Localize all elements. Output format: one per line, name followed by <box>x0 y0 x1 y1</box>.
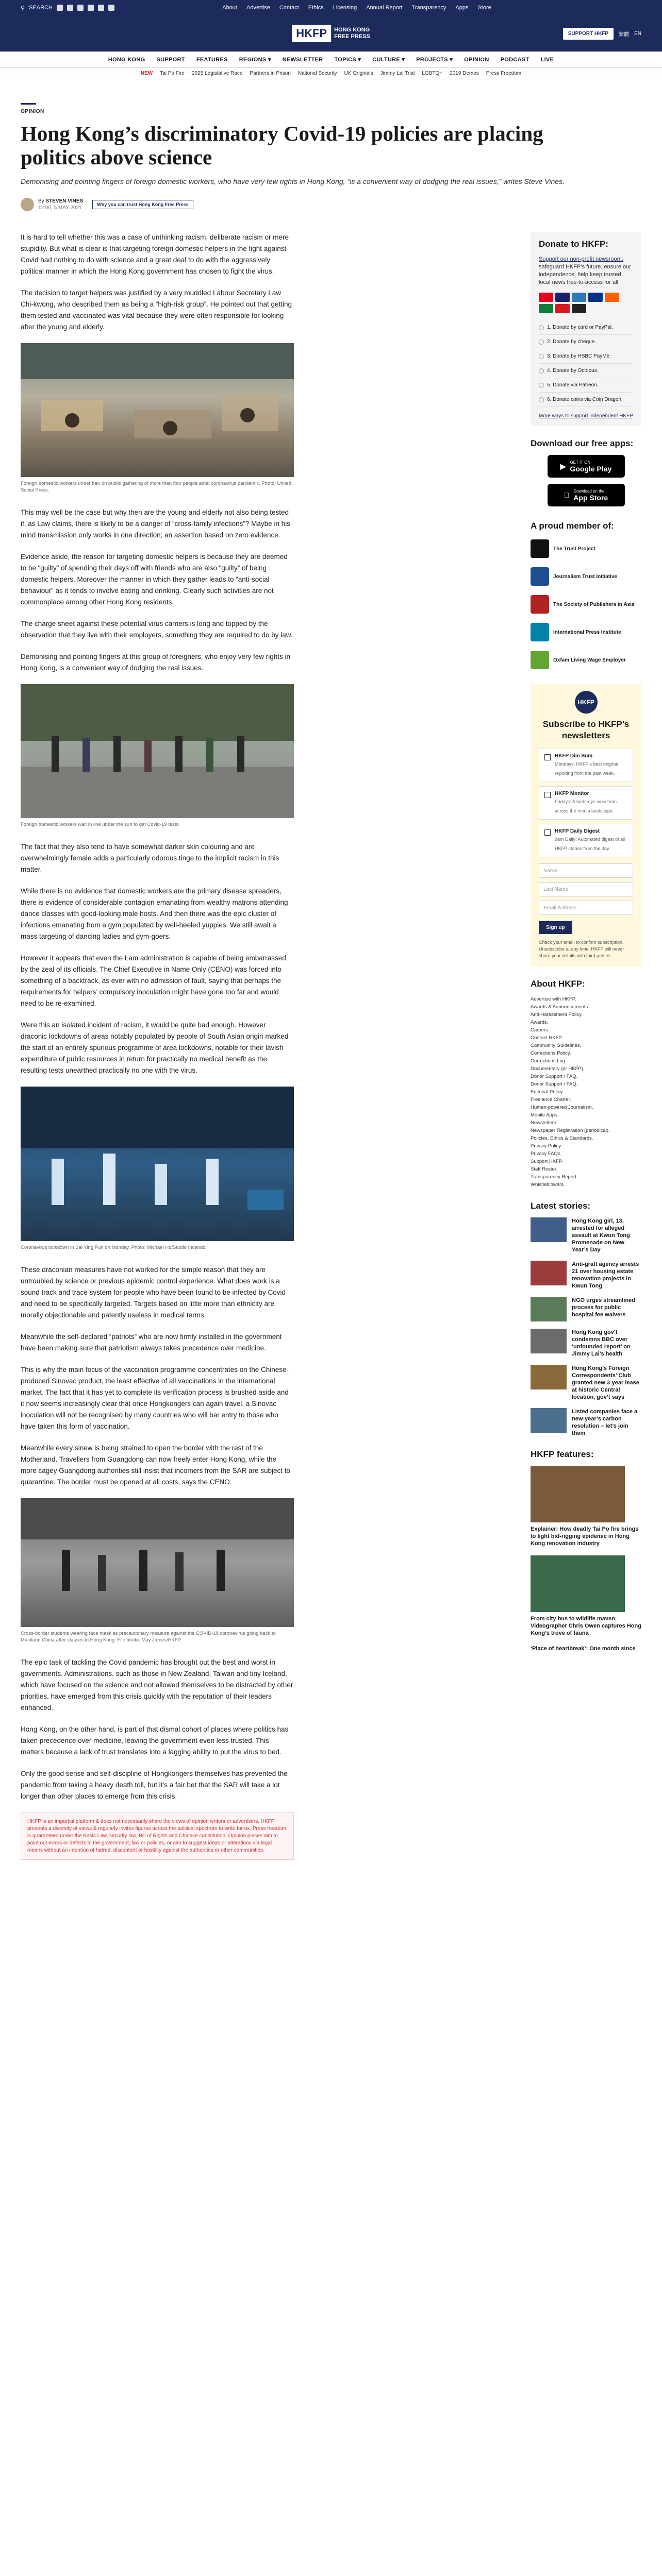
latest-story[interactable] <box>531 1329 641 1358</box>
newsletter-box <box>531 684 641 967</box>
trending-link[interactable]: UK Originals <box>344 71 373 76</box>
photo-helpers-gathering <box>21 343 294 477</box>
photo-figure <box>62 1550 70 1591</box>
play-icon: ▶ <box>560 462 566 470</box>
donate-option-label: 2. Donate by cheque. <box>547 339 597 345</box>
photo-workers-queue <box>21 684 294 818</box>
radio-icon <box>539 368 544 374</box>
nav-item[interactable]: PROJECTS ▾ <box>416 57 453 63</box>
about-link[interactable]: Corrections Policy. <box>531 1050 571 1056</box>
trust-project-icon <box>531 539 549 558</box>
topbar-link[interactable]: Contact <box>279 5 299 11</box>
about-link[interactable]: Staff Roster. <box>531 1166 558 1172</box>
member-logo[interactable] <box>531 650 641 670</box>
newsletter-desc: Fridays: A birds-eye view from across the media landscape. <box>555 799 617 814</box>
photo-caption: Coronavirus lockdown in Sai Ying Pun on Monday. Photo: Michael Ho/Studio Incendo. <box>21 1245 207 1250</box>
logo-wordmark <box>334 27 370 40</box>
article-paragraph: Meanwhile the self-declared “patriots” who are now firmly installed in the government have been making sure that patriotism always takes precedence over medicine. <box>21 1333 282 1352</box>
photo-figure <box>98 1555 106 1591</box>
search-link[interactable]: SEARCH <box>29 5 53 11</box>
checkbox-icon[interactable] <box>544 792 551 798</box>
photo-bg <box>21 1498 294 1539</box>
main-nav <box>0 52 662 68</box>
photo-figure <box>82 738 90 772</box>
header-actions <box>563 28 641 40</box>
photo-figure <box>206 738 213 772</box>
amex-icon <box>572 293 586 302</box>
story-thumbnail <box>531 1297 567 1321</box>
photo-border-students <box>21 1498 294 1627</box>
donate-option-label: 1. Donate by card or PayPal. <box>547 325 613 330</box>
article-paragraph: This may well be the case but why then are the young and elderly not also being tested if, as Law claims, there is likely to be a danger of “cross-family infections”? Maybe in his mind transmission only works in one direction; an assertion based on zero evidence. <box>21 509 290 539</box>
discover-icon <box>605 293 619 302</box>
oxfam-icon <box>531 651 549 669</box>
topbar-link[interactable]: About <box>222 5 237 11</box>
member-name: The Society of Publishers in Asia <box>553 601 635 607</box>
section-label[interactable]: OPINION <box>21 103 36 114</box>
photo-figure <box>155 1164 167 1205</box>
newsletter-name: HKFP Dim Sum <box>555 753 593 759</box>
photo-ground <box>21 767 294 818</box>
newsletter-option[interactable] <box>539 786 633 820</box>
member-logo[interactable] <box>531 622 641 642</box>
about-title: About HKFP: <box>531 979 585 989</box>
nav-item[interactable]: TOPICS ▾ <box>334 57 361 63</box>
unionpay-icon <box>555 304 570 313</box>
lang-zh-link[interactable]: 繁體 <box>619 31 630 38</box>
photo-illustration <box>21 1498 294 1627</box>
feature-story[interactable] <box>531 1555 641 1637</box>
checkbox-icon[interactable] <box>544 754 551 760</box>
topbar-left <box>21 5 165 11</box>
story-thumbnail <box>531 1217 567 1242</box>
latest-story[interactable] <box>531 1297 641 1321</box>
photo-figure <box>237 736 244 772</box>
about-link[interactable]: Awards & Announcements. <box>531 1004 589 1010</box>
topbar-links <box>165 5 549 11</box>
ipi-icon <box>531 623 549 641</box>
logo-line: FREE PRESS <box>334 33 370 40</box>
checkbox-icon[interactable] <box>544 829 551 836</box>
article-paragraph: Demonising and pointing fingers at this group of foreigners, who enjoy very few rights in Hong Kong, is a convenient way of dodging the real issues. <box>21 653 291 672</box>
features-title: HKFP features: <box>531 1449 594 1459</box>
story-headline: Anti-graft agency arrests 21 over housing estate renovation projects in Kwun Tong <box>572 1261 639 1289</box>
donate-body: safeguard HKFP’s future, ensure our independence, help keep trusted local news free-to-access for all. <box>539 264 631 285</box>
story-thumbnail <box>531 1365 567 1389</box>
member-logo[interactable] <box>531 538 641 559</box>
nav-item[interactable]: CULTURE ▾ <box>372 57 405 63</box>
photo-illustration <box>21 684 294 818</box>
article-paragraph: While there is no evidence that domestic workers are the primary disease spreaders, there is evidence of considerable contagion emanating from wealthy matrons attending dance classes with good-looking male hosts. And then there was the epic cluster of infections emanating from a gym populated by well-heeled yuppies. We still await a mass targeting of dancing ladies and gym-goers. <box>21 887 288 940</box>
photo-figure <box>52 736 59 772</box>
topbar-link[interactable]: Advertise <box>246 5 270 11</box>
nav-item[interactable]: PODCAST <box>500 56 529 63</box>
logo-line: HONG KONG <box>334 27 370 33</box>
about-link[interactable]: Documentary (or HKFP). <box>531 1066 585 1072</box>
newsletter-title: Subscribe to HKFP’s newsletters <box>542 719 630 740</box>
feature-image <box>531 1466 625 1522</box>
article-paragraph: It is hard to tell whether this was a case of unthinking racism, deliberate racism or mere stupidity. But what is clear is that targeting foreign domestic helpers in the fight against Covid had nothing to do with science and a great deal to do with the aggressively political manner in which the Hong Kong government has chosen to fight the virus. <box>21 233 289 275</box>
facebook-icon[interactable] <box>57 5 63 11</box>
name-input[interactable]: Name <box>539 863 633 878</box>
story-headline: Hong Kong girl, 13, arrested for alleged assault at Kwun Tong Promenade on New Year’s Day <box>572 1218 630 1253</box>
about-link[interactable]: Anti-Harassment Policy. <box>531 1012 583 1018</box>
radio-icon <box>539 354 544 359</box>
donate-text <box>539 256 633 286</box>
story-thumbnail <box>531 1329 567 1353</box>
signup-button[interactable]: Sign up <box>539 921 572 934</box>
donate-option[interactable] <box>539 393 633 407</box>
photo-figure <box>206 1159 219 1205</box>
nav-item[interactable]: HONG KONG <box>108 56 145 63</box>
feature-story[interactable] <box>531 1645 641 1652</box>
site-logo[interactable] <box>292 25 370 42</box>
donate-option-label: 5. Donate via Patreon. <box>547 382 599 388</box>
article-paragraph: The fact that they also tend to have somewhat darker skin colouring and are overwhelmingly female adds a particularly odorous tinge to the implicit racism in this matter. <box>21 843 279 873</box>
content-columns <box>21 232 641 1860</box>
about-link[interactable]: Careers. <box>531 1027 550 1033</box>
top-bar <box>0 0 662 15</box>
about-link[interactable]: Editorial Policy. <box>531 1089 564 1095</box>
donate-option[interactable] <box>539 364 633 378</box>
donate-box <box>531 232 641 426</box>
member-logo[interactable] <box>531 594 641 615</box>
latest-story[interactable] <box>531 1408 641 1437</box>
author-avatar <box>21 198 34 211</box>
donate-link[interactable]: Support our non-profit newsroom: <box>539 256 623 262</box>
about-link[interactable]: Privacy FAQs. <box>531 1151 562 1157</box>
trending-link[interactable]: Tai Po Fire <box>160 71 185 76</box>
newsletter-name: HKFP Daily Digest <box>555 828 600 834</box>
photo-figure <box>240 408 255 422</box>
trending-link[interactable]: 2019 Demos <box>450 71 479 76</box>
story-headline: Listed companies face a new-year’s carbon resolution – let’s join them <box>572 1409 638 1436</box>
photo-shape <box>247 1190 284 1210</box>
latest-story[interactable] <box>531 1261 641 1290</box>
member-name: Journalism Trust Initiative <box>553 573 617 580</box>
photo-illustration <box>21 343 294 477</box>
photo-figure <box>139 1550 147 1591</box>
trending-link[interactable]: Jimmy Lai Trial <box>380 71 415 76</box>
nav-item[interactable]: OPINION <box>464 56 489 63</box>
newsletter-name: HKFP Monitor <box>555 791 589 796</box>
last-name-input[interactable]: Last Name <box>539 882 633 896</box>
photo-figure <box>103 1154 115 1205</box>
photo-caption: Foreign domestic workers under ban on public gathering of more than four people amid coronavirus pandemic. Photo: United Social Press. <box>21 481 291 493</box>
donate-option-label: 6. Donate coins via Coin Dragon. <box>547 397 623 402</box>
latest-story[interactable] <box>531 1217 641 1253</box>
about-link[interactable]: Contact HKFP. <box>531 1035 563 1041</box>
photo-illustration <box>21 1087 294 1241</box>
trending-link[interactable]: Press Freedom <box>486 71 522 76</box>
more-ways-link[interactable]: More ways to support independent HKFP <box>539 413 633 419</box>
article-paragraph: However it appears that even the Lam administration is capable of being embarrassed by the zeal of its officials. The Chief Executive in Name Only (CENO) was forced into something of a backtrack, as ever with no admission of fault, saying that perhaps the requirements for helpers’ compulsory inoculation might have gone too far and would need to be re-examined. <box>21 954 286 1007</box>
topbar-link[interactable]: Store <box>477 5 491 11</box>
publish-date: 12:00, 5 MAY 2021 <box>38 205 82 211</box>
newsletter-desc: Mondays: HKFP’s best original reporting from the past week. <box>555 761 618 776</box>
feature-image <box>531 1555 625 1612</box>
latest-title: Latest stories: <box>531 1201 591 1211</box>
newsletter-option[interactable] <box>539 824 633 857</box>
nav-item[interactable]: SUPPORT <box>156 56 185 63</box>
photo-caption: Foreign domestic workers wait in line under the sun to get Covid-19 tests. <box>21 822 180 827</box>
photo-figure <box>65 413 79 428</box>
topbar-link[interactable]: Ethics <box>308 5 324 11</box>
photo-caption: Cross-border students wearing face mask as precautionary measure against the COVID-19 coronavirus going back to Mainland China after classes in Hong Kong. File photo: May James/HKFP. <box>21 1631 276 1643</box>
about-link[interactable]: Transparency Report. <box>531 1174 578 1180</box>
trending-bar <box>0 68 662 79</box>
youtube-icon[interactable] <box>88 5 94 11</box>
jti-icon <box>531 567 549 586</box>
topbar-link[interactable]: Annual Report <box>366 5 403 11</box>
article-paragraph: These draconian measures have not worked for the simple reason that they are untroubled by science or previous epidemic control experience. What does work is a sound track and trace system for people who have been found to be infected by Covid and need to be specifically targeted. Targets based on little more than ethnicity are morally objectionable and patently useless in medical terms. <box>21 1266 286 1319</box>
story-thumbnail <box>531 1261 567 1285</box>
payment-cards <box>539 293 633 313</box>
paypal-icon <box>588 293 603 302</box>
linkedin-icon[interactable] <box>98 5 104 11</box>
article-paragraph: This is why the main focus of the vaccination programme concentrates on the Chinese-produced Sinovac product, the least effective of all vaccinations in the international market. The fact that it has yet to complete its verification process is brushed aside and it now seems increasingly clear that once Hongkongers can again travel, a Sinovac inoculation will not be recognised by many countries who will bar entry to those who have taken this form of vaccination. <box>21 1366 289 1430</box>
photo-figure <box>113 736 121 772</box>
about-link[interactable]: Privacy Policy. <box>531 1143 562 1149</box>
trending-link[interactable]: Partners in Prison <box>250 71 291 76</box>
radio-icon <box>539 340 544 345</box>
story-headline: Hong Kong gov’t condemns BBC over ‘unfounded report’ on Jimmy Lai’s health <box>572 1329 631 1357</box>
support-button[interactable]: SUPPORT HKFP <box>563 28 614 40</box>
app-store-button[interactable] <box>548 484 625 506</box>
search-icon[interactable]: ⚲ <box>21 5 25 11</box>
feature-story[interactable] <box>531 1466 641 1547</box>
photo-figure <box>175 736 183 772</box>
about-link[interactable]: Support HKFP. <box>531 1159 563 1164</box>
about-link[interactable]: Policies, Ethics & Standards. <box>531 1136 593 1141</box>
photo-bg <box>21 343 294 379</box>
apple-label: App Store <box>571 493 605 502</box>
latest-story[interactable] <box>531 1365 641 1401</box>
member-logo[interactable] <box>531 566 641 587</box>
story-headline: NGO urges streamlined process for public hospital fee waivers <box>572 1297 635 1318</box>
site-header <box>0 15 662 52</box>
about-link[interactable]: Whistleblowers. <box>531 1182 565 1188</box>
about-link[interactable]: Human-powered Journalism. <box>531 1105 593 1110</box>
trending-link[interactable]: 2025 Legislative Race <box>192 71 243 76</box>
about-link[interactable]: Advertise with HKFP. <box>531 996 576 1002</box>
photo-figure <box>175 1552 184 1591</box>
about-link[interactable]: Donor Support / FAQ. <box>531 1074 578 1079</box>
photo-figure <box>163 421 177 435</box>
article-paragraph: Were this an isolated incident of racism, it would be quite bad enough. However draconic lockdowns of areas notably populated by people of South Asian origin marked the start of an entirely spurious programme of area lockdowns, notable for their lavish expenditure of public resources in return for practically no medical benefit as the resulting tests unearthed practically no one with the virus. <box>21 1021 289 1074</box>
radio-icon <box>539 397 544 402</box>
nav-item[interactable]: LIVE <box>540 56 554 63</box>
article-paragraph: The decision to target helpers was justified by a very muddled Labour Secretary Law Chi-kwong, who described them as being a “high-risk group”. He pointed out that getting them tested and vaccinated was vital because they were often responsible for looking after the young and elderly. <box>21 289 292 331</box>
telegram-icon[interactable] <box>108 5 114 11</box>
article-paragraph: Hong Kong, on the other hand, is part of that dismal cohort of places where politics has taken precedence over medicine, leaving the government even less trusted. This matters because a lack of trust translates into a lagging ability to put the virus to bed. <box>21 1725 289 1756</box>
photo-figure <box>217 1550 225 1591</box>
author-link[interactable]: STEVEN VINES <box>45 198 84 204</box>
trending-link[interactable]: LGBTQ+ <box>422 71 443 76</box>
applepay-icon <box>572 304 586 313</box>
donate-option-label: 3. Donate by HSBC PayMe. <box>547 353 611 359</box>
feature-headline: Explainer: How deadly Tai Po fire brings to light bid-rigging epidemic in Hong Kong renovation industry <box>531 1526 639 1547</box>
member-title: A proud member of: <box>531 521 614 531</box>
donate-option-label: 4. Donate by Octopus. <box>547 368 599 374</box>
article-paragraph: The epic task of tackling the Covid pandemic has brought out the best and worst in governments. Administrations, such as those in New Zealand, Taiwan and tiny Iceland, which have focused on the science and not allowed themselves to be distracted by other priorities, have emerged from this crisis quickly with the reputation of their leaders enhanced. <box>21 1658 293 1711</box>
about-link[interactable]: Freelance Charter. <box>531 1097 571 1103</box>
mastercard-icon <box>539 293 553 302</box>
gplay-small: GET IT ON <box>570 460 591 465</box>
member-name: Oxfam Living Wage Employer <box>553 657 626 663</box>
donate-option[interactable] <box>539 378 633 393</box>
by-prefix: By <box>38 198 46 204</box>
donate-option[interactable] <box>539 335 633 349</box>
about-link[interactable]: Donor Support / FAQ. <box>531 1081 578 1087</box>
article-paragraph: Only the good sense and self-discipline of Hongkongers themselves has prevented the pandemic from taking a heavy death toll, but it’s a fair bet that the SAR will take a lot longer than other places to emerge from this crisis. <box>21 1770 288 1800</box>
radio-icon <box>539 383 544 388</box>
nav-item[interactable]: FEATURES <box>196 56 228 63</box>
radio-icon <box>539 325 544 330</box>
about-links <box>531 995 641 1189</box>
topbar-link[interactable]: Licensing <box>333 5 357 11</box>
sopa-icon <box>531 595 549 614</box>
newsletter-desc: 9am Daily: Automated digest of all HKFP stories from the day. <box>555 837 625 851</box>
member-name: The Trust Project <box>553 546 595 552</box>
topbar-link[interactable]: Transparency <box>411 5 446 11</box>
about-link[interactable]: Newspaper Registration (periodical). <box>531 1128 610 1133</box>
sidebar <box>531 232 641 1860</box>
email-input[interactable]: Email Address <box>539 901 633 915</box>
visa-icon <box>555 293 570 302</box>
lang-en-link[interactable]: EN <box>634 30 641 37</box>
about-link[interactable]: Community Guidelines. <box>531 1043 582 1048</box>
jcb-icon <box>539 304 553 313</box>
donate-option[interactable] <box>539 320 633 335</box>
about-link[interactable]: Corrections Log. <box>531 1058 567 1064</box>
logo-mark: HKFP <box>292 25 331 42</box>
donate-option[interactable] <box>539 349 633 364</box>
story-headline: Hong Kong’s Foreign Correspondents’ Club granted new 3-year lease at historic Central location, gov’t says <box>572 1365 639 1400</box>
editorial-disclaimer: HKFP is an impartial platform & does not necessarily share the views of opinion writers or advertisers. HKFP presents a diversity of views & regularly invites figures across the political spectrum to write for us. Press freedom is guaranteed under the Basic Law, security law, Bill of Rights and Chinese constitution. Opinion pieces aim to point out errors or defects in the government, law or policies, or aim to suggest ideas or alterations via legal means without an intention of hatred, discontent or hostility against the authorities or other communities. <box>21 1812 294 1860</box>
story-thumbnail <box>531 1408 567 1433</box>
topbar-link[interactable]: Apps <box>455 5 469 11</box>
member-name: International Press Institute <box>553 629 621 635</box>
about-link[interactable]: Newsletters. <box>531 1120 558 1126</box>
about-link[interactable]: Awards. <box>531 1020 549 1025</box>
page-wrapper <box>21 103 641 1860</box>
newsletter-option[interactable] <box>539 749 633 782</box>
photo-lockdown <box>21 1087 294 1241</box>
donate-title: Donate to HKFP: <box>539 239 609 249</box>
photo-figure <box>144 740 152 772</box>
trending-label: NEW <box>140 71 153 76</box>
newsletter-fineprint: Check your email to confirm subscription. Unsubscribe at any time. HKFP will never share your details with third parties. <box>539 940 624 958</box>
article-paragraph: Meanwhile every sinew is being strained to open the border with the rest of the Motherland. Travellers from Guangdong can now freely enter Hong Kong, while the more cagey Guangdong authorities still insist that incomers from the SAR are subject to quarantine. The border must be opened at all costs, says the CENO. <box>21 1444 290 1486</box>
article-title: Hong Kong’s discriminatory Covid-19 policies are placing politics above science <box>21 122 543 169</box>
photo-bg <box>21 1087 294 1148</box>
article-paragraph: The charge sheet against these potential virus carriers is long and topped by the observation that they live with their employers, something they are required to do by law. <box>21 620 293 639</box>
photo-bg <box>21 684 294 741</box>
nav-item[interactable]: REGIONS ▾ <box>239 57 271 63</box>
feature-headline: From city bus to wildlife maven: Videographer Chris Owen captures Hong Kong’s trove of fauna <box>531 1616 641 1636</box>
nav-item[interactable]: NEWSLETTER <box>282 56 323 63</box>
twitter-icon[interactable] <box>67 5 73 11</box>
photo-figure <box>52 1159 64 1205</box>
trust-button[interactable]: Why you can trust Hong Kong Free Press <box>92 200 193 209</box>
article-deck: Demonising and pointing fingers of foreign domestic workers, who have very few rights in Hong Kong, “is a convenient way of dodging the real issues,” writes Steve Vines. <box>21 177 565 185</box>
byline <box>21 198 641 211</box>
trending-link[interactable]: National Security <box>297 71 337 76</box>
instagram-icon[interactable] <box>77 5 84 11</box>
article-paragraph: Evidence aside, the reason for targeting domestic helpers is because they are deemed to be “guilty” of spending their days off with friends who are also “guilty” of being domestic helpers. Moreover the manner in which they gather leads to “anti-social behaviour” as it tends to involve eating and drinking. Clearly such activities are not commonplace among other Hong Kong residents. <box>21 553 288 606</box>
about-link[interactable]: Mobile Apps. <box>531 1112 559 1118</box>
apps-title: Download our free apps: <box>531 438 634 448</box>
google-play-button[interactable] <box>548 455 625 478</box>
apple-small: Download on the <box>571 488 602 494</box>
byline-text <box>38 198 83 211</box>
apple-icon <box>564 491 570 499</box>
gplay-label: Google Play <box>570 464 612 473</box>
article-body <box>21 232 294 1860</box>
hkfp-badge-icon: HKFP <box>575 691 598 714</box>
feature-headline: ‘Place of heartbreak’: One month since <box>531 1646 636 1652</box>
